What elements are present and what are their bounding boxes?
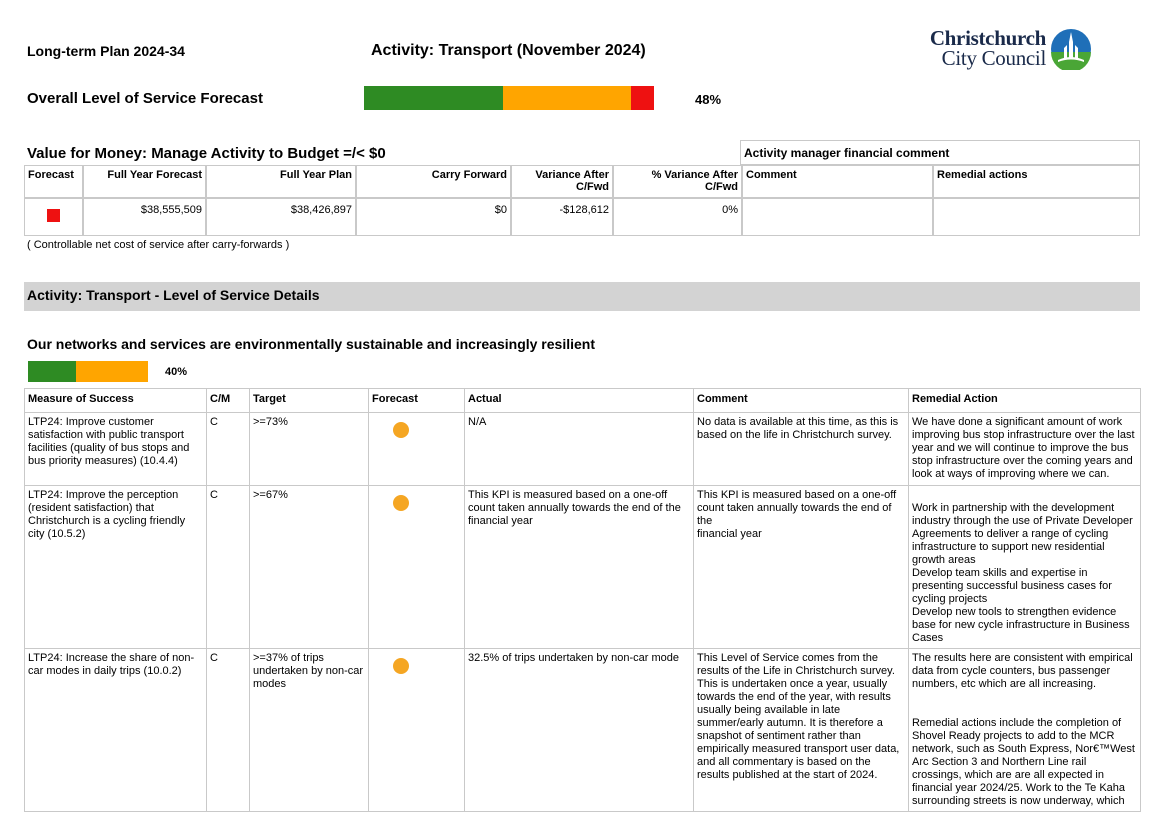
table-row	[25, 486, 1141, 649]
remedial-text-part: The results here are consistent with empirical data from cycle counters, bus passenger numbers, etc which are all increasing.	[912, 652, 1133, 690]
table-header-row	[25, 389, 1141, 413]
overall-bar-red	[631, 86, 654, 110]
overall-bar-orange	[503, 86, 631, 110]
activity-title: Activity: Transport (November 2024)	[371, 42, 646, 59]
comment-cell	[694, 486, 909, 649]
logo-line-2: City Council	[941, 46, 1046, 70]
header-comment: Comment	[694, 389, 909, 413]
forecast-status-dot	[393, 658, 409, 674]
header-cm: C/M	[207, 389, 250, 413]
header-measure: Measure of Success	[25, 389, 207, 413]
overall-forecast-percent: 48%	[695, 92, 722, 107]
measure-cell: LTP24: Improve the perception (resident satisfaction) that Christchurch is a cycling friendly city (10.5.2)	[25, 486, 207, 649]
pct-variance-after-value: 0%	[613, 198, 742, 236]
value-for-money-title: Value for Money: Manage Activity to Budget =/< $0	[27, 145, 386, 162]
overall-forecast-label: Overall Level of Service Forecast	[27, 90, 263, 107]
table-row	[25, 649, 1141, 812]
comment-text-part: financial year	[697, 528, 762, 540]
cm-cell: C	[207, 649, 250, 812]
level-of-service-table	[24, 388, 1141, 812]
col-remedial-actions: Remedial actions	[933, 165, 1140, 198]
cost-note: ( Controllable net cost of service after carry-forwards )	[27, 239, 290, 251]
outcome-bar-green	[28, 361, 76, 382]
comment-cell: No data is available at this time, as this is based on the life in Christchurch survey.	[694, 413, 909, 486]
remedial-text-part: Develop team skills and expertise in presenting successful business cases for cycling projects	[912, 567, 1112, 605]
table-row	[25, 413, 1141, 486]
forecast-cell	[369, 649, 465, 812]
forecast-cell	[369, 486, 465, 649]
actual-cell: 32.5% of trips undertaken by non-car mode	[465, 649, 694, 812]
comment-cell: This Level of Service comes from the results of the Life in Christchurch survey. This is undertaken once a year, usually towards the end of the year, with results usually being available in late summer/early autumn. It is therefore a snapshot of sentiment rather than empirically measured transport user data, and all commentary is based on the results published at the start of 2024.	[694, 649, 909, 812]
col-variance-after: Variance After C/Fwd	[511, 165, 613, 198]
remedial-cell	[909, 649, 1141, 812]
remedial-text-part: Work in partnership with the development industry through the use of Private Developer Agreements to deliver a range of cycling infrastructure to support new residential growth areas	[912, 502, 1133, 566]
overall-bar-green	[364, 86, 503, 110]
col-carry-forward: Carry Forward	[356, 165, 511, 198]
council-logo	[918, 28, 1098, 72]
comment-value	[742, 198, 933, 236]
header-remedial: Remedial Action	[909, 389, 1141, 413]
los-section-header: Activity: Transport - Level of Service Details	[24, 282, 1140, 311]
forecast-status-dot	[393, 495, 409, 511]
remedial-text-part: Develop new tools to strengthen evidence base for new cycle infrastructure in Business Cases	[912, 606, 1130, 644]
actual-cell: N/A	[465, 413, 694, 486]
full-year-plan-value: $38,426,897	[206, 198, 356, 236]
col-comment: Comment	[742, 165, 933, 198]
target-cell: >=37% of trips undertaken by non-car modes	[250, 649, 369, 812]
forecast-status-dot	[393, 422, 409, 438]
forecast-cell	[369, 413, 465, 486]
forecast-status-square	[47, 209, 60, 222]
outcome-percent: 40%	[165, 366, 188, 378]
manager-comment-title: Activity manager financial comment	[740, 140, 1140, 165]
measure-cell: LTP24: Improve customer satisfaction with public transport facilities (quality of bus stops and bus priority measures) (10.4.4)	[25, 413, 207, 486]
remedial-actions-value	[933, 198, 1140, 236]
carry-forward-value: $0	[356, 198, 511, 236]
remedial-cell: We have done a significant amount of work improving bus stop infrastructure over the last year and we will continue to improve the bus stop infrastructure over the coming years and look at ways of improving where we can.	[909, 413, 1141, 486]
logo-line-1: Christchurch	[929, 26, 1046, 50]
forecast-cell	[24, 198, 83, 236]
plan-title: Long-term Plan 2024-34	[27, 43, 185, 59]
col-full-year-forecast: Full Year Forecast	[83, 165, 206, 198]
target-cell: >=73%	[250, 413, 369, 486]
cm-cell: C	[207, 413, 250, 486]
col-pct-variance-after: % Variance After C/Fwd	[613, 165, 742, 198]
outcome-forecast-bar	[28, 361, 148, 382]
header-actual: Actual	[465, 389, 694, 413]
header-target: Target	[250, 389, 369, 413]
target-cell: >=67%	[250, 486, 369, 649]
remedial-text-part: Remedial actions include the completion of Shovel Ready projects to add to the MCR network, such as South Express, Nor€™West Arc Section 3 and Northern Line rail crossings, which are are all expected in financial year 2024/25. Work to the Te Kaha surrounding streets is now underway, which	[912, 717, 1135, 807]
measure-cell: LTP24: Increase the share of non-car modes in daily trips (10.0.2)	[25, 649, 207, 812]
outcome-title: Our networks and services are environmentally sustainable and increasingly resilient	[27, 336, 595, 352]
overall-forecast-bar	[364, 86, 654, 110]
header-forecast: Forecast	[369, 389, 465, 413]
col-full-year-plan: Full Year Plan	[206, 165, 356, 198]
cathedral-emblem-icon	[1050, 28, 1092, 70]
comment-text-part: This KPI is measured based on a one-off count taken annually towards the end of the	[697, 489, 897, 527]
full-year-forecast-value: $38,555,509	[83, 198, 206, 236]
outcome-bar-orange	[76, 361, 148, 382]
variance-after-value: -$128,612	[511, 198, 613, 236]
remedial-cell	[909, 486, 1141, 649]
cm-cell: C	[207, 486, 250, 649]
col-forecast: Forecast	[24, 165, 83, 198]
actual-cell: This KPI is measured based on a one-off count taken annually towards the end of the financial year	[465, 486, 694, 649]
